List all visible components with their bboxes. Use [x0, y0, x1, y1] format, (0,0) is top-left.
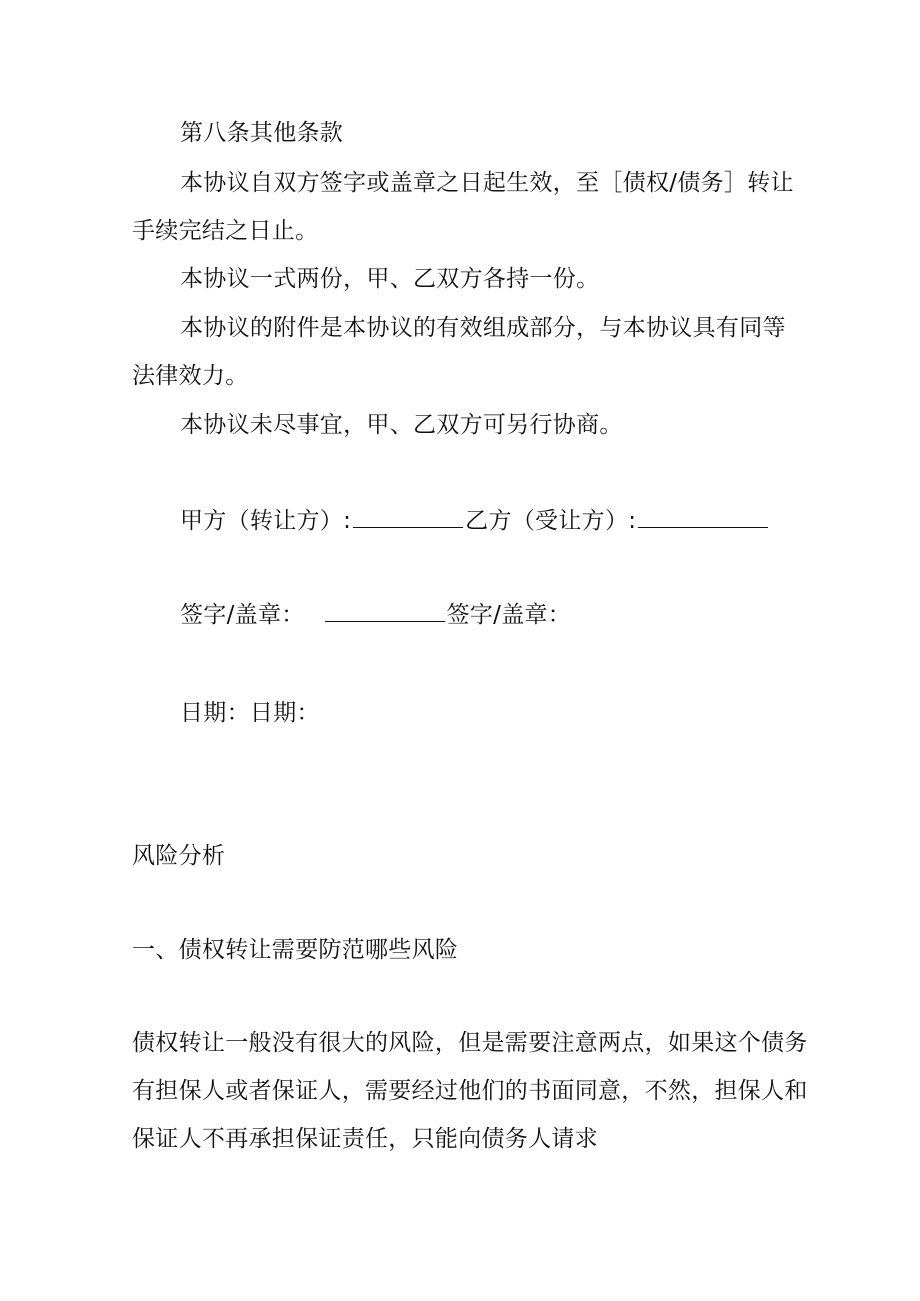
sign-a-blank: [325, 599, 445, 622]
date-a-label: 日期：: [180, 700, 250, 726]
date-row: [180, 698, 320, 728]
risk-section-title: 风险分析: [132, 843, 226, 869]
party-a-label: 甲方（转让方）:: [180, 508, 352, 534]
clause-misc: 本协议未尽事宜，甲、乙双方可另行协商。: [180, 412, 623, 438]
risk-paragraph-line1: 债权转让一般没有很大的风险，但是需要注意两点，如果这个债务: [132, 1030, 808, 1056]
clause-effective-line1: 本协议自双方签字或盖章之日起生效，至［债权/债务］转让: [180, 170, 794, 196]
sign-a-label: 签字/盖章：: [180, 602, 305, 628]
sign-seal-row: [180, 599, 571, 630]
clause-annex-line2: 法律效力。: [132, 363, 249, 389]
party-b-label: 乙方（受让方）:: [465, 508, 637, 534]
clause-annex-line1: 本协议的附件是本协议的有效组成部分，与本协议具有同等: [180, 315, 786, 341]
sign-b-label: 签字/盖章：: [446, 602, 572, 628]
risk-paragraph-line3: 保证人不再承担保证责任，只能向债务人请求: [132, 1126, 598, 1152]
date-b-label: 日期：: [249, 700, 320, 726]
clause-copies: 本协议一式两份，甲、乙双方各持一份。: [180, 266, 600, 292]
party-signature-row: [180, 505, 770, 536]
risk-paragraph-line2: 有担保人或者保证人，需要经过他们的书面同意，不然，担保人和: [132, 1078, 808, 1104]
party-b-blank: [638, 505, 768, 528]
article-heading: 第八条其他条款: [180, 120, 344, 146]
clause-effective-line2: 手续完结之日止。: [132, 218, 319, 244]
party-a-blank: [353, 505, 463, 528]
risk-subheading: 一、债权转让需要防范哪些风险: [132, 937, 459, 963]
